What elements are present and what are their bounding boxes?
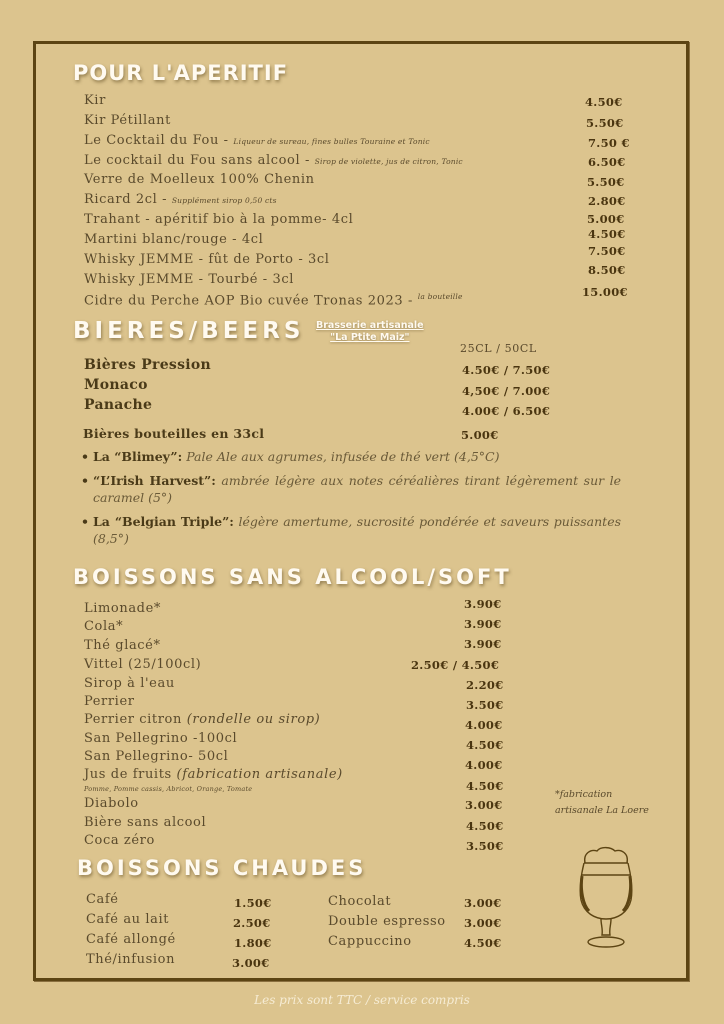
bottled-beers-label: Bières bouteilles en 33cl (83, 426, 265, 441)
menu-item: Kir (84, 93, 106, 108)
item-price: 7.50 € (588, 136, 630, 150)
menu-item: Double espresso (328, 914, 446, 929)
item-price: 8.50€ (588, 263, 626, 277)
item-price: 4.50€ (466, 779, 504, 793)
menu-item: Chocolat (328, 894, 392, 909)
item-price: 5.00€ (587, 212, 625, 226)
draft-beer-name: Bières Pression (84, 357, 212, 373)
section-title-aperitif: POUR L'APERITIF (73, 61, 289, 85)
menu-item: Perrier citron (rondelle ou sirop) (84, 712, 321, 727)
item-price: 5.50€ (587, 175, 625, 189)
item-price: 4.00€ (465, 718, 503, 732)
brewery-label: Brasserie artisanale "La Ptite Maiz" (316, 320, 424, 343)
menu-item: Thé/infusion (86, 952, 176, 967)
section-title-beers: BIERES/BEERS (73, 318, 305, 344)
draft-beer-price: 4.50€ / 7.50€ (462, 363, 551, 377)
item-price: 3.90€ (464, 637, 502, 651)
bottled-beers-price: 5.00€ (461, 428, 499, 442)
menu-item: Whisky JEMME - Tourbé - 3cl (84, 272, 295, 287)
menu-item: Trahant - apéritif bio à la pomme- 4cl (84, 212, 354, 227)
draft-beer-name: Monaco (84, 377, 148, 393)
menu-item: Martini blanc/rouge - 4cl (84, 232, 264, 247)
menu-item: Ricard 2cl - Supplément sirop 0,50 cts (84, 192, 277, 207)
item-price: 3.00€ (464, 896, 502, 910)
footnote-fabrication: *fabrication artisanale La Loere (555, 789, 649, 816)
item-note: Supplément sirop 0,50 cts (171, 196, 277, 205)
menu-item: Thé glacé* (84, 638, 161, 653)
item-price: 2.80€ (588, 194, 626, 208)
juice-flavors: Pomme, Pomme cassis, Abricot, Orange, Tomate (84, 785, 253, 793)
item-price: 4.50€ (464, 936, 502, 950)
bottle-list-item: • La “Blimey”: Pale Ale aux agrumes, infusée de thé vert (4,5°C) (81, 449, 500, 464)
item-price: 3.50€ (466, 698, 504, 712)
menu-item: San Pellegrino -100cl (84, 731, 238, 746)
menu-item: Bière sans alcool (84, 815, 207, 830)
item-price: 3.90€ (464, 617, 502, 631)
item-price: 4.50€ (585, 95, 623, 109)
item-price: 2.20€ (466, 678, 504, 692)
size-header: 25CL / 50CL (460, 342, 537, 355)
item-price: 15.00€ (582, 285, 628, 299)
menu-item: Café (86, 892, 119, 907)
item-note: la bouteille (417, 292, 463, 301)
section-title-hot: BOISSONS CHAUDES (77, 856, 367, 880)
menu-item: Whisky JEMME - fût de Porto - 3cl (84, 252, 330, 267)
section-title-soft: BOISSONS SANS ALCOOL/SOFT (73, 565, 512, 589)
item-price: 5.50€ (586, 116, 624, 130)
menu-item: Verre de Moelleux 100% Chenin (84, 172, 315, 187)
menu-item: Cola* (84, 619, 124, 634)
menu-item: Kir Pétillant (84, 113, 171, 128)
item-price: 3.90€ (464, 597, 502, 611)
price-disclaimer: Les prix sont TTC / service compris (254, 993, 470, 1007)
item-price: 1.50€ (234, 896, 272, 910)
item-note: Sirop de violette, jus de citron, Tonic (314, 157, 463, 166)
menu-item: Diabolo (84, 796, 139, 811)
item-price: 3.00€ (232, 956, 270, 970)
beer-glass-icon (575, 845, 637, 955)
menu-item: San Pellegrino- 50cl (84, 749, 229, 764)
bottle-list-item: • “L’Irish Harvest”: ambrée légère aux notes céréalières tirant légèrement sur le caramel (5°) (81, 473, 622, 505)
menu-item: Le cocktail du Fou sans alcool - Sirop de violette, jus de citron, Tonic (84, 153, 463, 168)
item-price: 3.50€ (466, 839, 504, 853)
item-price: 3.00€ (465, 798, 503, 812)
item-price: 1.80€ (234, 936, 272, 950)
item-note: Liqueur de sureau, fines bulles Touraine et Tonic (233, 137, 430, 146)
draft-beer-price: 4.00€ / 6.50€ (462, 404, 551, 418)
menu-item: Limonade* (84, 601, 161, 616)
item-price: 4.00€ (465, 758, 503, 772)
item-price: 4.50€ (466, 738, 504, 752)
menu-item: Le Cocktail du Fou - Liqueur de sureau, fines bulles Touraine et Tonic (84, 133, 430, 148)
menu-item: Café allongé (86, 932, 176, 947)
menu-item: Cappuccino (328, 934, 412, 949)
item-price: 4.50€ (588, 227, 626, 241)
item-price: 2.50€ (233, 916, 271, 930)
item-price: 3.00€ (464, 916, 502, 930)
menu-item: Perrier (84, 694, 135, 709)
menu-item: Cidre du Perche AOP Bio cuvée Tronas 2023 - $^{la bouteille}$ (84, 292, 463, 309)
draft-beer-name: Panache (84, 397, 153, 413)
item-price: 7.50€ (588, 244, 626, 258)
draft-beer-price: 4,50€ / 7.00€ (462, 384, 551, 398)
item-price: 6.50€ (588, 155, 626, 169)
menu-item: Coca zéro (84, 833, 155, 848)
bottle-list-item: • La “Belgian Triple”: légère amertume, sucrosité pondérée et saveurs puissantes (8,5°) (81, 514, 622, 546)
menu-item: Jus de fruits (fabrication artisanale) (84, 767, 343, 782)
menu-item: Café au lait (86, 912, 170, 927)
menu-item: Sirop à l'eau (84, 676, 175, 691)
item-price: 2.50€ / 4.50€ (411, 658, 500, 672)
menu-item: Vittel (25/100cl) (84, 657, 202, 672)
item-price: 4.50€ (466, 819, 504, 833)
